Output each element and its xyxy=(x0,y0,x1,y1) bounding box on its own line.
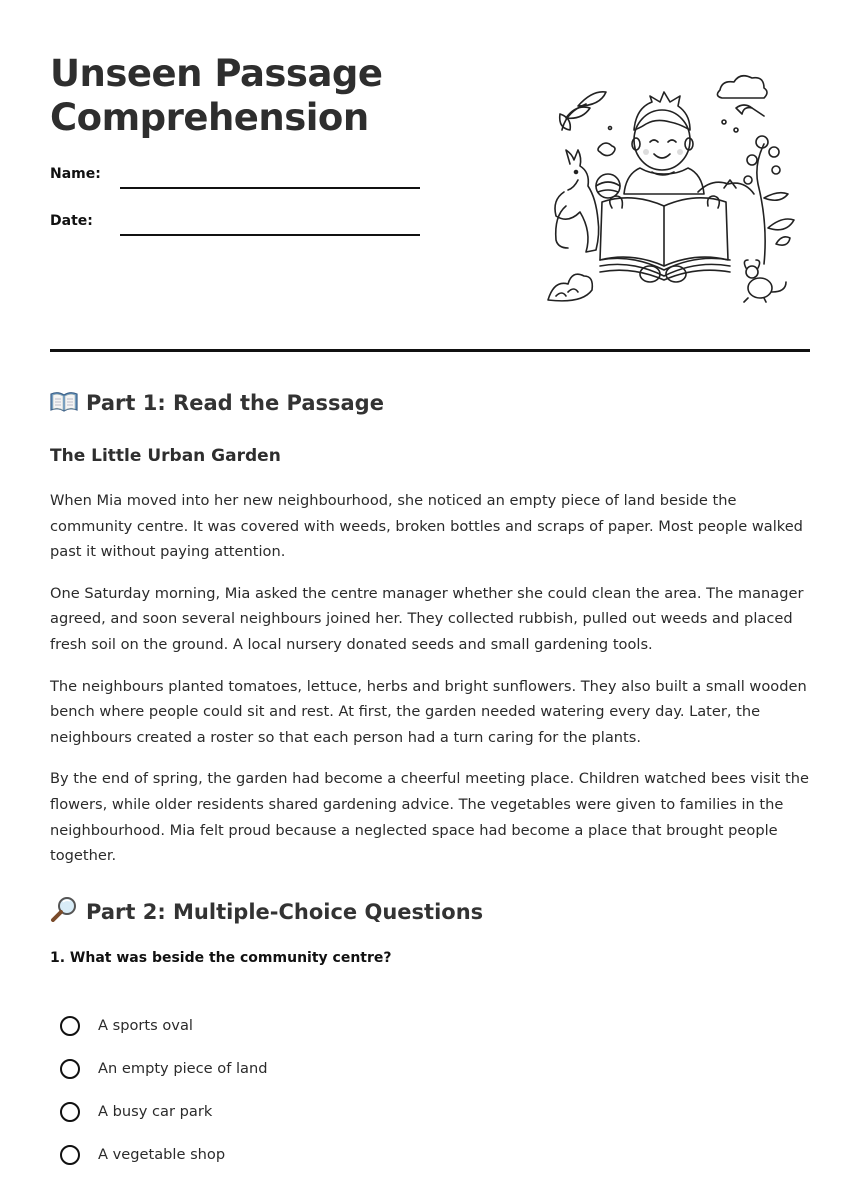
option-a-label: A sports oval xyxy=(98,1017,193,1034)
reading-passage xyxy=(50,488,810,885)
name-label: Name: xyxy=(50,166,101,182)
worksheet-page xyxy=(50,0,810,1163)
part2-heading xyxy=(50,896,483,924)
title-line-1: Unseen Passage xyxy=(50,52,383,95)
boy-reading-book-illustration xyxy=(538,68,810,318)
magnifying-glass-icon xyxy=(50,896,78,922)
option-d-label: A vegetable shop xyxy=(98,1146,226,1163)
option-a[interactable] xyxy=(60,1014,760,1057)
title-line-2: Comprehension xyxy=(50,96,369,139)
date-field[interactable] xyxy=(50,211,420,235)
part1-heading xyxy=(50,391,384,415)
part2-heading-text: Part 2: Multiple-Choice Questions xyxy=(86,900,484,924)
option-b[interactable] xyxy=(60,1057,760,1100)
name-write-line[interactable] xyxy=(120,187,420,189)
passage-paragraph: One Saturday morning, Mia asked the centre manager whether she could clean the area. The manager agreed, and soon several neighbours joined her. They collected rubbish, pulled out weeds and placed fresh soil on the ground. A local nursery donated seeds and small gardening tools. xyxy=(50,584,804,653)
option-c-label: A busy car park xyxy=(98,1103,213,1120)
part1-heading-text: Part 1: Read the Passage xyxy=(86,391,384,415)
option-b-label: An empty piece of land xyxy=(98,1060,268,1077)
passage-paragraph: By the end of spring, the garden had become a cheerful meeting place. Children watched bees visit the flowers, while older residents shared gardening advice. The vegetables were given to families in the neighbourhood. Mia felt proud because a neglected space had become a place that brought people together. xyxy=(50,770,809,865)
page-title xyxy=(50,52,470,140)
option-d-radio[interactable] xyxy=(60,1145,80,1165)
option-c[interactable] xyxy=(60,1100,760,1143)
passage-paragraph: The neighbours planted tomatoes, lettuce, herbs and bright sunflowers. They also built a small wooden bench where people could sit and rest. At first, the garden needed watering every day. Later, the neighbours created a roster so that each person had a turn caring for the plants. xyxy=(50,677,807,746)
worksheet-header xyxy=(50,0,810,352)
question-1-text: 1. What was beside the community centre? xyxy=(50,950,392,966)
question-1-options xyxy=(60,1014,760,1186)
passage-paragraph: When Mia moved into her new neighbourhood, she noticed an empty piece of land beside the community centre. It was covered with weeds, broken bottles and scraps of paper. Most people walked past it without paying attention. xyxy=(50,492,803,561)
passage-title: The Little Urban Garden xyxy=(50,446,281,466)
open-book-icon xyxy=(50,391,78,413)
name-field[interactable] xyxy=(50,164,420,188)
option-c-radio[interactable] xyxy=(60,1102,80,1122)
date-write-line[interactable] xyxy=(120,234,420,236)
option-a-radio[interactable] xyxy=(60,1016,80,1036)
option-d[interactable] xyxy=(60,1143,760,1186)
date-label: Date: xyxy=(50,213,93,229)
option-b-radio[interactable] xyxy=(60,1059,80,1079)
